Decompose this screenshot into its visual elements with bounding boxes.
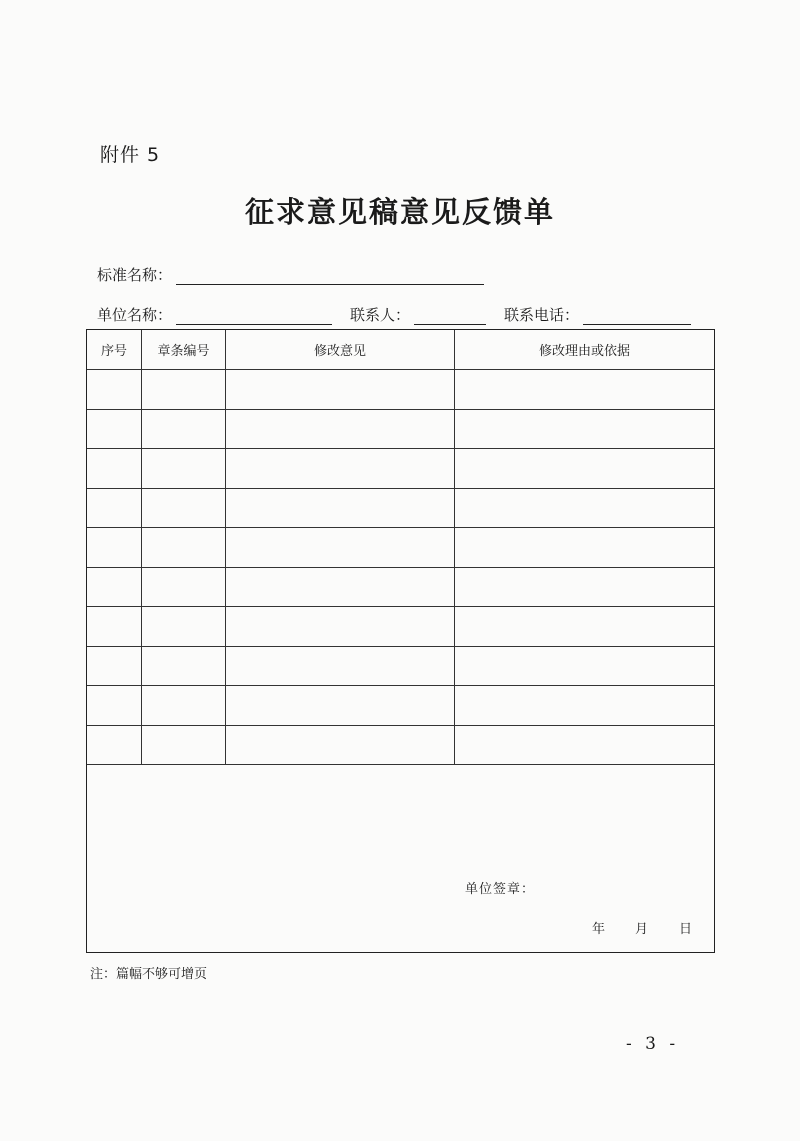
row-line [87, 488, 714, 489]
date-day: 日 [679, 922, 693, 937]
row-line [87, 646, 714, 647]
column-divider [225, 330, 226, 764]
row-line [87, 685, 714, 686]
row-line [87, 369, 714, 370]
standard-name-blank[interactable] [176, 268, 484, 285]
date-year: 年 [592, 922, 606, 937]
row-line [87, 725, 714, 726]
row-line [87, 606, 714, 607]
feedback-table [86, 329, 715, 953]
standard-name-label: 标准名称： [97, 266, 173, 284]
standard-name-row [97, 264, 484, 285]
signature-label: 单位签章： [465, 882, 536, 897]
unit-name-label: 单位名称： [97, 306, 173, 324]
row-line [87, 448, 714, 449]
header-clause-number: 章条编号 [157, 344, 210, 359]
contact-blank[interactable] [414, 308, 486, 325]
unit-name-blank[interactable] [176, 308, 332, 325]
contact-label: 联系人： [350, 306, 411, 324]
unit-info-row [97, 304, 691, 325]
phone-label: 联系电话： [504, 306, 580, 324]
header-revision-opinion: 修改意见 [313, 344, 366, 359]
phone-blank[interactable] [583, 308, 691, 325]
column-divider [454, 330, 455, 764]
date-month: 月 [635, 922, 649, 937]
row-line [87, 527, 714, 528]
page-title: 征求意见稿意见反馈单 [244, 195, 555, 229]
row-line [87, 567, 714, 568]
row-line [87, 764, 714, 765]
header-revision-reason: 修改理由或依据 [538, 344, 630, 359]
column-divider [141, 330, 142, 764]
attachment-label: 附件 5 [100, 144, 161, 166]
page-number: - 3 - [626, 1034, 680, 1054]
row-line [87, 409, 714, 410]
footnote: 注：篇幅不够可增页 [90, 967, 208, 982]
header-index: 序号 [100, 344, 127, 359]
